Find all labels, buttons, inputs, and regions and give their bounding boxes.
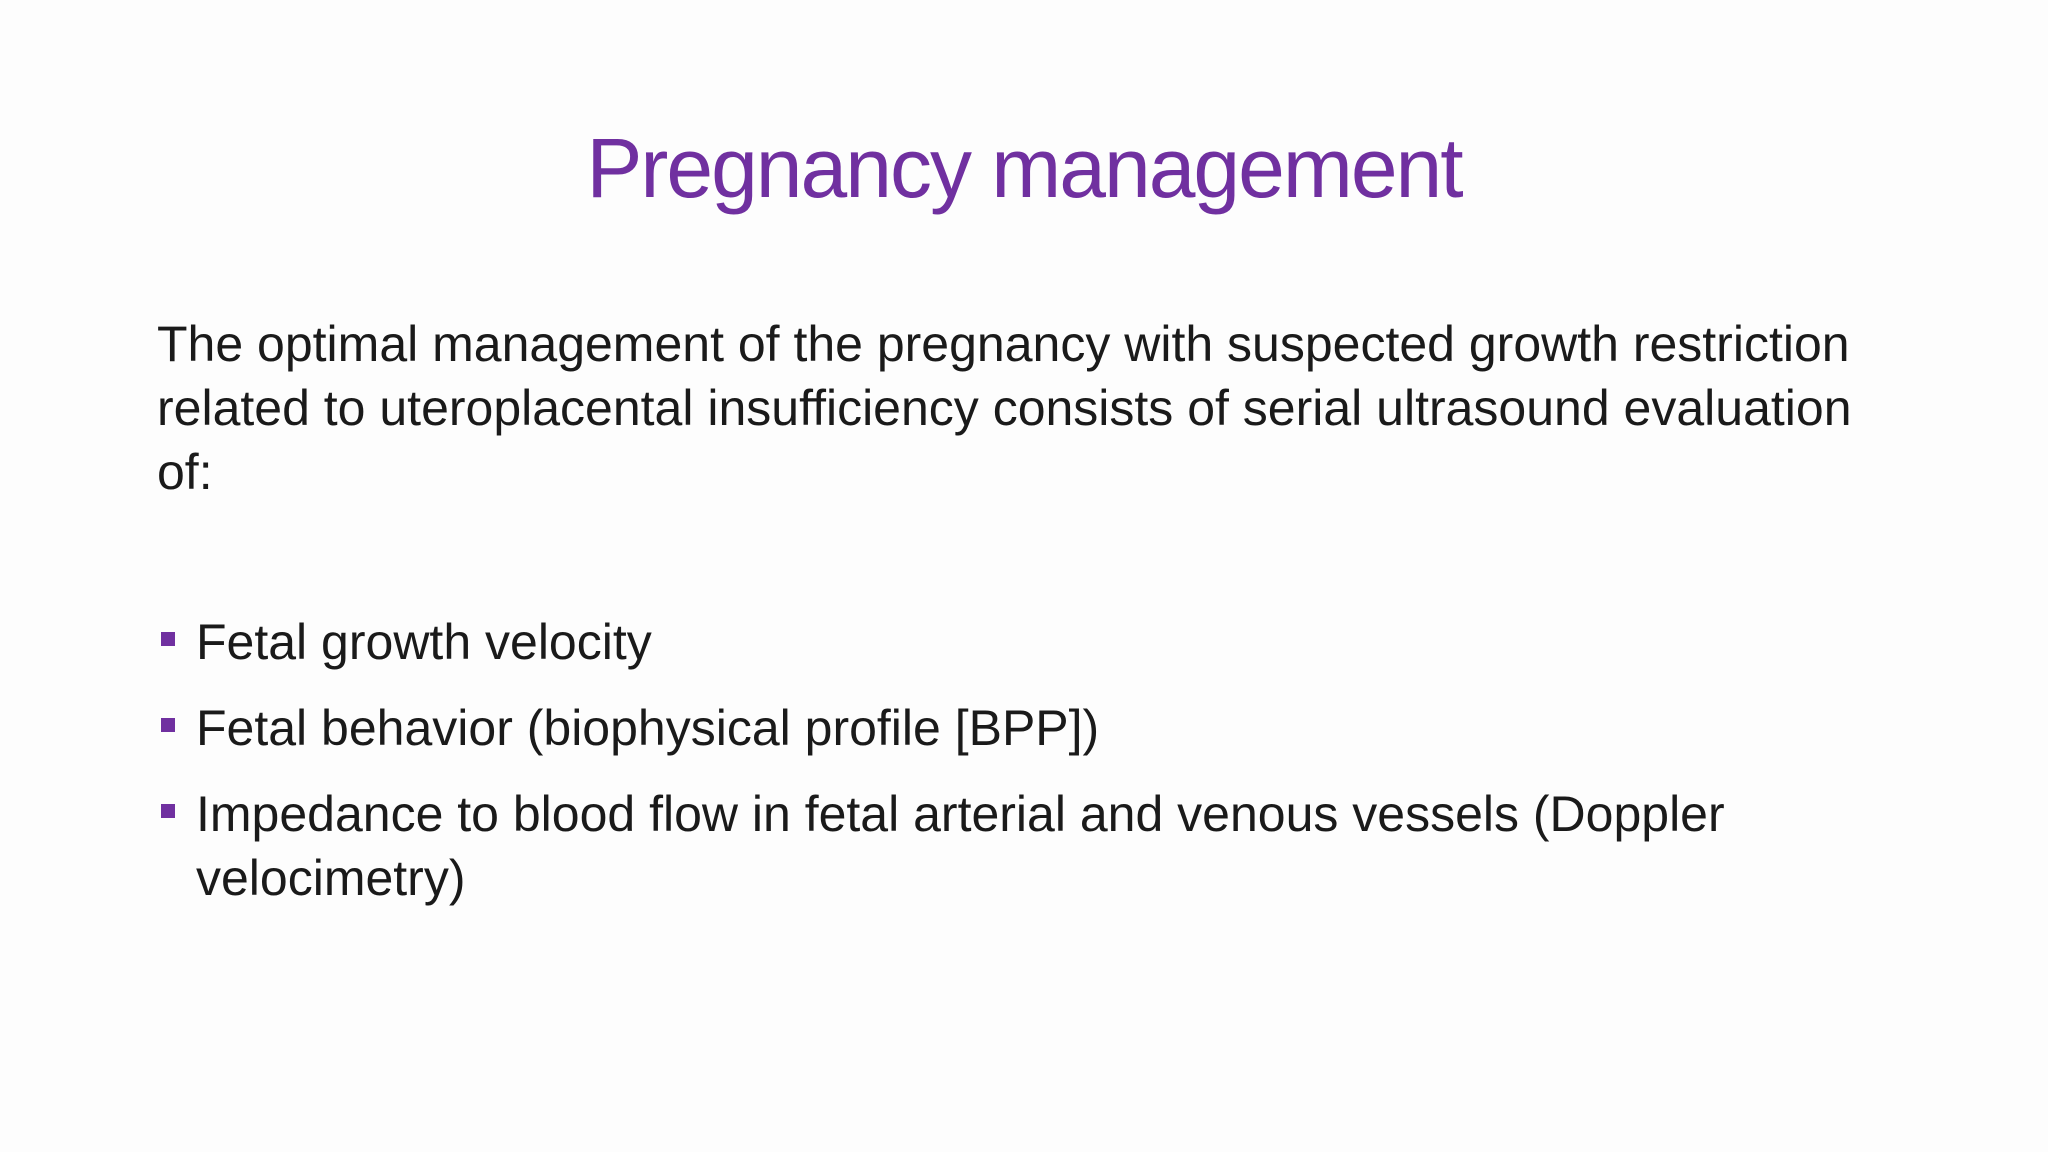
bullet-item	[157, 610, 1917, 674]
bullet-item	[157, 696, 1917, 760]
bullet-text: Impedance to blood flow in fetal arterial and venous vessels (Doppler velocimetry)	[196, 786, 1725, 906]
square-bullet-icon	[161, 632, 175, 646]
bullet-text: Fetal behavior (biophysical profile [BPP])	[196, 700, 1100, 756]
bullet-text: Fetal growth velocity	[196, 614, 652, 670]
square-bullet-icon	[161, 718, 175, 732]
bullet-item	[157, 782, 1917, 910]
slide-title: Pregnancy management	[586, 121, 1462, 215]
square-bullet-icon	[161, 804, 175, 818]
intro-paragraph: The optimal management of the pregnancy with suspected growth restriction related to uteroplacental insufficiency consists of serial ultrasound evaluation of:	[157, 316, 1852, 500]
bullet-list	[157, 610, 1917, 932]
